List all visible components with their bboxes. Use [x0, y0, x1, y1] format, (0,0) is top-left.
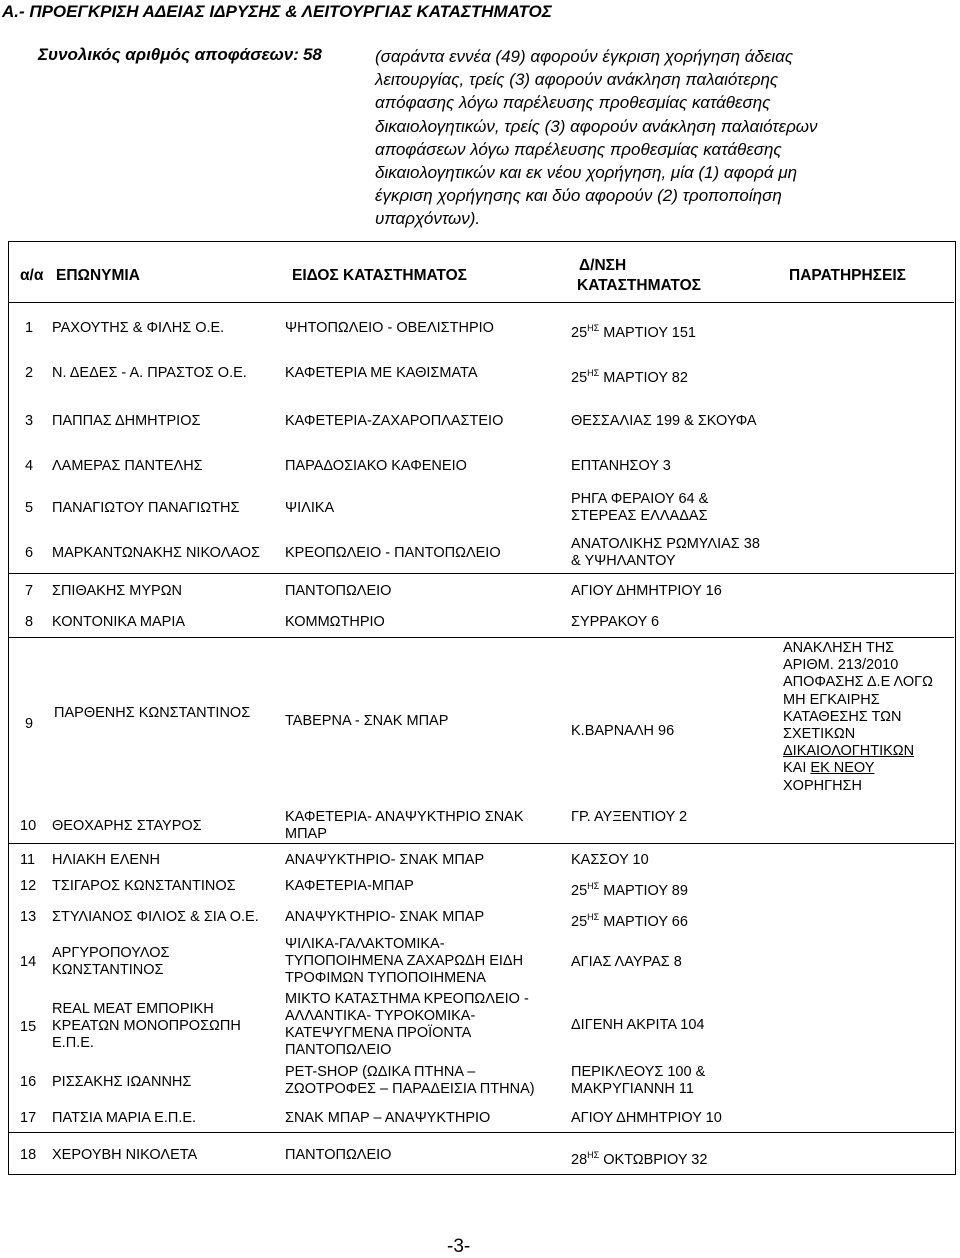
address-number: 25	[571, 369, 588, 386]
table-divider	[8, 843, 954, 844]
row-number: 4	[25, 458, 34, 474]
table-divider	[8, 637, 954, 638]
note-line: ΚΑΤΑΘΕΣΗΣ ΤΩΝ	[783, 708, 902, 725]
type-line: ΠΑΝΤΟΠΩΛΕΙΟ	[285, 1042, 392, 1058]
row-name: ΛΑΜΕΡΑΣ ΠΑΝΤΕΛΗΣ	[52, 458, 203, 474]
row-address: ΑΓΙΟΥ ΔΗΜΗΤΡΙΟΥ 10	[571, 1110, 722, 1126]
note-line: ΔΙΚΑΙΟΛΟΓΗΤΙΚΩΝ	[783, 743, 915, 760]
summary-label	[38, 45, 322, 65]
header-aa: α/α	[20, 267, 44, 284]
address-number: 25	[571, 913, 588, 930]
row-type: ΚΑΦΕΤΕΡΙΑ-ΜΠΑΡ	[285, 878, 414, 894]
summary-count: 58	[302, 45, 322, 64]
address-street: ΜΑΡΤΙΟΥ 89	[599, 882, 688, 899]
header-type: ΕΙΔΟΣ ΚΑΤΑΣΤΗΜΑΤΟΣ	[292, 267, 467, 284]
row-number: 14	[20, 954, 37, 970]
note-line: ΑΠΟΦΑΣΗΣ Δ.Ε ΛΟΓΩ	[783, 674, 933, 691]
type-line: ΤΥΠΟΠΟΙΗΜΕΝΑ ΖΑΧΑΡΩΔΗ ΕΙΔΗ	[285, 953, 524, 969]
row-type: ΚΑΦΕΤΕΡΙΑ-ΖΑΧΑΡΟΠΛΑΣΤΕΙΟ	[285, 413, 504, 429]
row-number: 18	[20, 1147, 37, 1163]
row-number: 2	[25, 365, 34, 381]
address-ordinal: ΗΣ	[587, 881, 600, 891]
address-ordinal: ΗΣ	[587, 368, 600, 378]
row-number: 12	[20, 878, 37, 894]
row-address: ΣΥΡΡΑΚΟΥ 6	[571, 614, 660, 630]
row-type	[285, 991, 529, 1059]
row-address: ΔΙΓΕΝΗ ΑΚΡΙΤΑ 104	[571, 1017, 705, 1033]
note-anew: ΕΚ ΝΕΟΥ	[810, 760, 875, 777]
row-address: ΕΠΤΑΝΗΣΟΥ 3	[571, 458, 671, 474]
row-notes	[783, 640, 933, 795]
row-address	[571, 878, 688, 900]
row-name: ΠΑΡΘΕΝΗΣ ΚΩΝΣΤΑΝΤΙΝΟΣ	[54, 705, 251, 721]
row-name: ΗΛΙΑΚΗ ΕΛΕΝΗ	[52, 852, 160, 868]
header-address-l2: ΚΑΤΑΣΤΗΜΑΤΟΣ	[577, 277, 701, 294]
table-divider	[8, 573, 954, 574]
row-name: ΤΣΙΓΑΡΟΣ ΚΩΝΣΤΑΝΤΙΝΟΣ	[52, 878, 236, 894]
type-line: ΜΠΑΡ	[285, 826, 327, 842]
row-name: ΜΑΡΚΑΝΤΩΝΑΚΗΣ ΝΙΚΟΛΑΟΣ	[52, 545, 260, 561]
row-name: ΚΟΝΤΟΝΙΚΑ ΜΑΡΙΑ	[52, 614, 186, 630]
note-line: ΣΧΕΤΙΚΩΝ	[783, 726, 856, 743]
row-address	[571, 909, 688, 931]
row-number: 1	[25, 320, 34, 336]
row-number: 11	[20, 852, 36, 868]
row-name: Ν. ΔΕΔΕΣ - Α. ΠΡΑΣΤΟΣ Ο.Ε.	[52, 365, 247, 381]
row-name: ΣΤΥΛΙΑΝΟΣ ΦΙΛΙΟΣ & ΣΙΑ Ο.Ε.	[52, 909, 259, 925]
row-number: 13	[20, 909, 37, 925]
address-line: ΠΕΡΙΚΛΕΟΥΣ 100 &	[571, 1064, 706, 1080]
row-address: ΘΕΣΣΑΛΙΑΣ 199 & ΣΚΟΥΦΑ	[571, 413, 757, 429]
row-type: ΤΑΒΕΡΝΑ - ΣΝΑΚ ΜΠΑΡ	[285, 713, 449, 729]
header-address	[577, 256, 701, 296]
row-type: ΨΗΤΟΠΩΛΕΙΟ - ΟΒΕΛΙΣΤΗΡΙΟ	[285, 320, 494, 336]
note-line	[783, 760, 933, 777]
page-title: Α.- ΠΡΟΕΓΚΡΙΣΗ ΑΔΕΙΑΣ ΙΔΡΥΣΗΣ & ΛΕΙΤΟΥΡΓΙΑΣ ΚΑΤΑΣΤΗΜΑΤΟΣ	[2, 2, 552, 21]
row-number: 5	[25, 500, 34, 516]
address-line: ΑΝΑΤΟΛΙΚΗΣ ΡΩΜΥΛΙΑΣ 38	[571, 536, 760, 552]
row-type: ΠΑΝΤΟΠΩΛΕΙΟ	[285, 1147, 392, 1163]
row-address	[571, 491, 708, 525]
row-number: 9	[25, 716, 34, 732]
row-number: 8	[25, 614, 34, 630]
row-number: 3	[25, 413, 34, 429]
row-name: ΡΑΧΟΥΤΗΣ & ΦΙΛΗΣ Ο.Ε.	[52, 320, 225, 336]
address-ordinal: ΗΣ	[587, 1150, 600, 1160]
address-street: ΟΚΤΩΒΡΙΟΥ 32	[599, 1151, 708, 1168]
row-address: ΚΑΣΣΟΥ 10	[571, 852, 649, 868]
summary-label-text: Συνολικός αριθμός αποφάσεων:	[38, 45, 299, 64]
address-line: ΡΗΓΑ ΦΕΡΑΙΟΥ 64 &	[571, 491, 709, 507]
address-ordinal: ΗΣ	[587, 323, 600, 333]
name-line: ΑΡΓΥΡΟΠΟΥΛΟΣ	[52, 945, 170, 961]
note-line: ΜΗ ΕΓΚΑΙΡΗΣ	[783, 691, 880, 708]
row-number: 6	[25, 545, 34, 561]
address-ordinal: ΗΣ	[587, 912, 600, 922]
note-line: ΧΟΡΗΓΗΣΗ	[783, 777, 862, 794]
row-number: 10	[20, 818, 37, 834]
row-number: 17	[20, 1110, 37, 1126]
address-number: 28	[571, 1151, 588, 1168]
row-number: 15	[20, 1019, 37, 1035]
type-line: ΨΙΛΙΚΑ-ΓΑΛΑΚΤΟΜΙΚΑ-	[285, 936, 445, 952]
summary-body: (σαράντα εννέα (49) αφορούν έγκριση χορήγηση άδειας λειτουργίας, τρείς (3) αφορούν ανάκληση παλαιότερης απόφασης λόγω παρέλευσης προθεσμίας κατάθεσης δικαιολογητικών, τρείς (3) αφορούν ανάκληση παλαιότερων αποφάσεων λόγω παρέλευσης προθεσμίας κατάθεσης δικαιολογητικών και εκ νέου χορήγηση, μία (1) αφορά μη έγκριση χορήγησης και δύο αφορούν (2) τροποποίηση υπαρχόντων).	[375, 47, 818, 229]
name-line: ΚΩΝΣΤΑΝΤΙΝΟΣ	[52, 962, 164, 978]
row-address: ΓΡ. ΑΥΞΕΝΤΙΟΥ 2	[571, 809, 688, 825]
address-number: 25	[571, 882, 588, 899]
page-number: -3-	[447, 1236, 471, 1257]
row-name: ΠΑΤΣΙΑ ΜΑΡΙΑ Ε.Π.Ε.	[52, 1110, 197, 1126]
note-line: ΑΡΙΘΜ. 213/2010	[783, 657, 899, 674]
header-address-l1: Δ/ΝΣΗ	[579, 257, 627, 274]
row-address: Κ.ΒΑΡΝΑΛΗ 96	[571, 723, 675, 739]
type-line: ΚΑΤΕΨΥΓΜΕΝΑ ΠΡΟΪΟΝΤΑ	[285, 1025, 472, 1041]
row-name	[52, 945, 169, 979]
row-name: ΠΑΠΠΑΣ ΔΗΜΗΤΡΙΟΣ	[52, 413, 201, 429]
row-type: ΠΑΝΤΟΠΩΛΕΙΟ	[285, 583, 392, 599]
row-type: ΚΟΜΜΩΤΗΡΙΟ	[285, 614, 385, 630]
row-name	[52, 1001, 241, 1052]
note-and: ΚΑΙ	[783, 760, 811, 777]
row-type: ΠΑΡΑΔΟΣΙΑΚΟ ΚΑΦΕΝΕΙΟ	[285, 458, 467, 474]
row-address: ΑΓΙΟΥ ΔΗΜΗΤΡΙΟΥ 16	[571, 583, 722, 599]
type-line: PET-SHOP (ΩΔΙΚΑ ΠΤΗΝΑ –	[285, 1064, 476, 1080]
row-name: ΠΑΝΑΓΙΩΤΟΥ ΠΑΝΑΓΙΩΤΗΣ	[52, 500, 240, 516]
name-line: Ε.Π.Ε.	[52, 1035, 94, 1051]
row-address	[571, 320, 696, 342]
row-name: ΧΕΡΟΥΒΗ ΝΙΚΟΛΕΤΑ	[52, 1147, 198, 1163]
address-line: ΜΑΚΡΥΓΙΑΝΝΗ 11	[571, 1081, 694, 1097]
row-type: ΚΑΦΕΤΕΡΙΑ ΜΕ ΚΑΘΙΣΜΑΤΑ	[285, 365, 478, 381]
row-name: ΡΙΣΣΑΚΗΣ ΙΩΑΝΝΗΣ	[52, 1074, 192, 1090]
row-address	[571, 536, 760, 570]
row-type: ΚΡΕΟΠΩΛΕΙΟ - ΠΑΝΤΟΠΩΛΕΙΟ	[285, 545, 501, 561]
address-line: & ΥΨΗΛΑΝΤΟΥ	[571, 553, 676, 569]
table-divider	[8, 302, 954, 303]
row-type	[285, 1064, 535, 1098]
note-line: ΑΝΑΚΛΗΣΗ ΤΗΣ	[783, 640, 895, 656]
row-address	[571, 1147, 707, 1169]
name-line: ΚΡΕΑΤΩΝ ΜΟΝΟΠΡΟΣΩΠΗ	[52, 1018, 241, 1034]
row-type: ΑΝΑΨΥΚΤΗΡΙΟ- ΣΝΑΚ ΜΠΑΡ	[285, 909, 485, 925]
header-notes: ΠΑΡΑΤΗΡΗΣΕΙΣ	[789, 267, 906, 284]
row-type	[285, 936, 523, 987]
address-number: 25	[571, 324, 588, 341]
row-name: ΣΠΙΘΑΚΗΣ ΜΥΡΩΝ	[52, 583, 183, 599]
row-address: ΑΓΙΑΣ ΛΑΥΡΑΣ 8	[571, 954, 682, 970]
address-line: ΣΤΕΡΕΑΣ ΕΛΛΑΔΑΣ	[571, 508, 708, 524]
header-name: ΕΠΩΝΥΜΙΑ	[56, 267, 140, 284]
name-line: REAL MEAT ΕΜΠΟΡΙΚΗ	[52, 1001, 214, 1017]
type-line: ΑΛΛΑΝΤΙΚΑ- ΤΥΡΟΚΟΜΙΚΑ-	[285, 1008, 476, 1024]
row-type: ΣΝΑΚ ΜΠΑΡ – ΑΝΑΨΥΚΤΗΡΙΟ	[285, 1110, 491, 1126]
type-line: ΖΩΟΤΡΟΦΕΣ – ΠΑΡΑΔΕΙΣΙΑ ΠΤΗΝΑ)	[285, 1081, 535, 1097]
type-line: ΤΡΟΦΙΜΩΝ ΤΥΠΟΠΟΙΗΜΕΝΑ	[285, 970, 486, 986]
row-number: 16	[20, 1074, 37, 1090]
type-line: ΚΑΦΕΤΕΡΙΑ- ΑΝΑΨΥΚΤΗΡΙΟ ΣΝΑΚ	[285, 809, 524, 825]
row-address	[571, 1064, 705, 1098]
row-type: ΨΙΛΙΚΑ	[285, 500, 335, 516]
row-name: ΘΕΟΧΑΡΗΣ ΣΤΑΥΡΟΣ	[52, 818, 202, 834]
row-type	[285, 809, 524, 843]
row-address	[571, 365, 688, 387]
type-line: ΜΙΚΤΟ ΚΑΤΑΣΤΗΜΑ ΚΡΕΟΠΩΛΕΙΟ -	[285, 991, 529, 1007]
table-divider	[8, 1132, 954, 1133]
address-street: ΜΑΡΤΙΟΥ 151	[599, 324, 696, 341]
row-type: ΑΝΑΨΥΚΤΗΡΙΟ- ΣΝΑΚ ΜΠΑΡ	[285, 852, 485, 868]
summary-text	[375, 45, 855, 231]
address-street: ΜΑΡΤΙΟΥ 66	[599, 913, 688, 930]
address-street: ΜΑΡΤΙΟΥ 82	[599, 369, 688, 386]
row-number: 7	[25, 583, 34, 599]
